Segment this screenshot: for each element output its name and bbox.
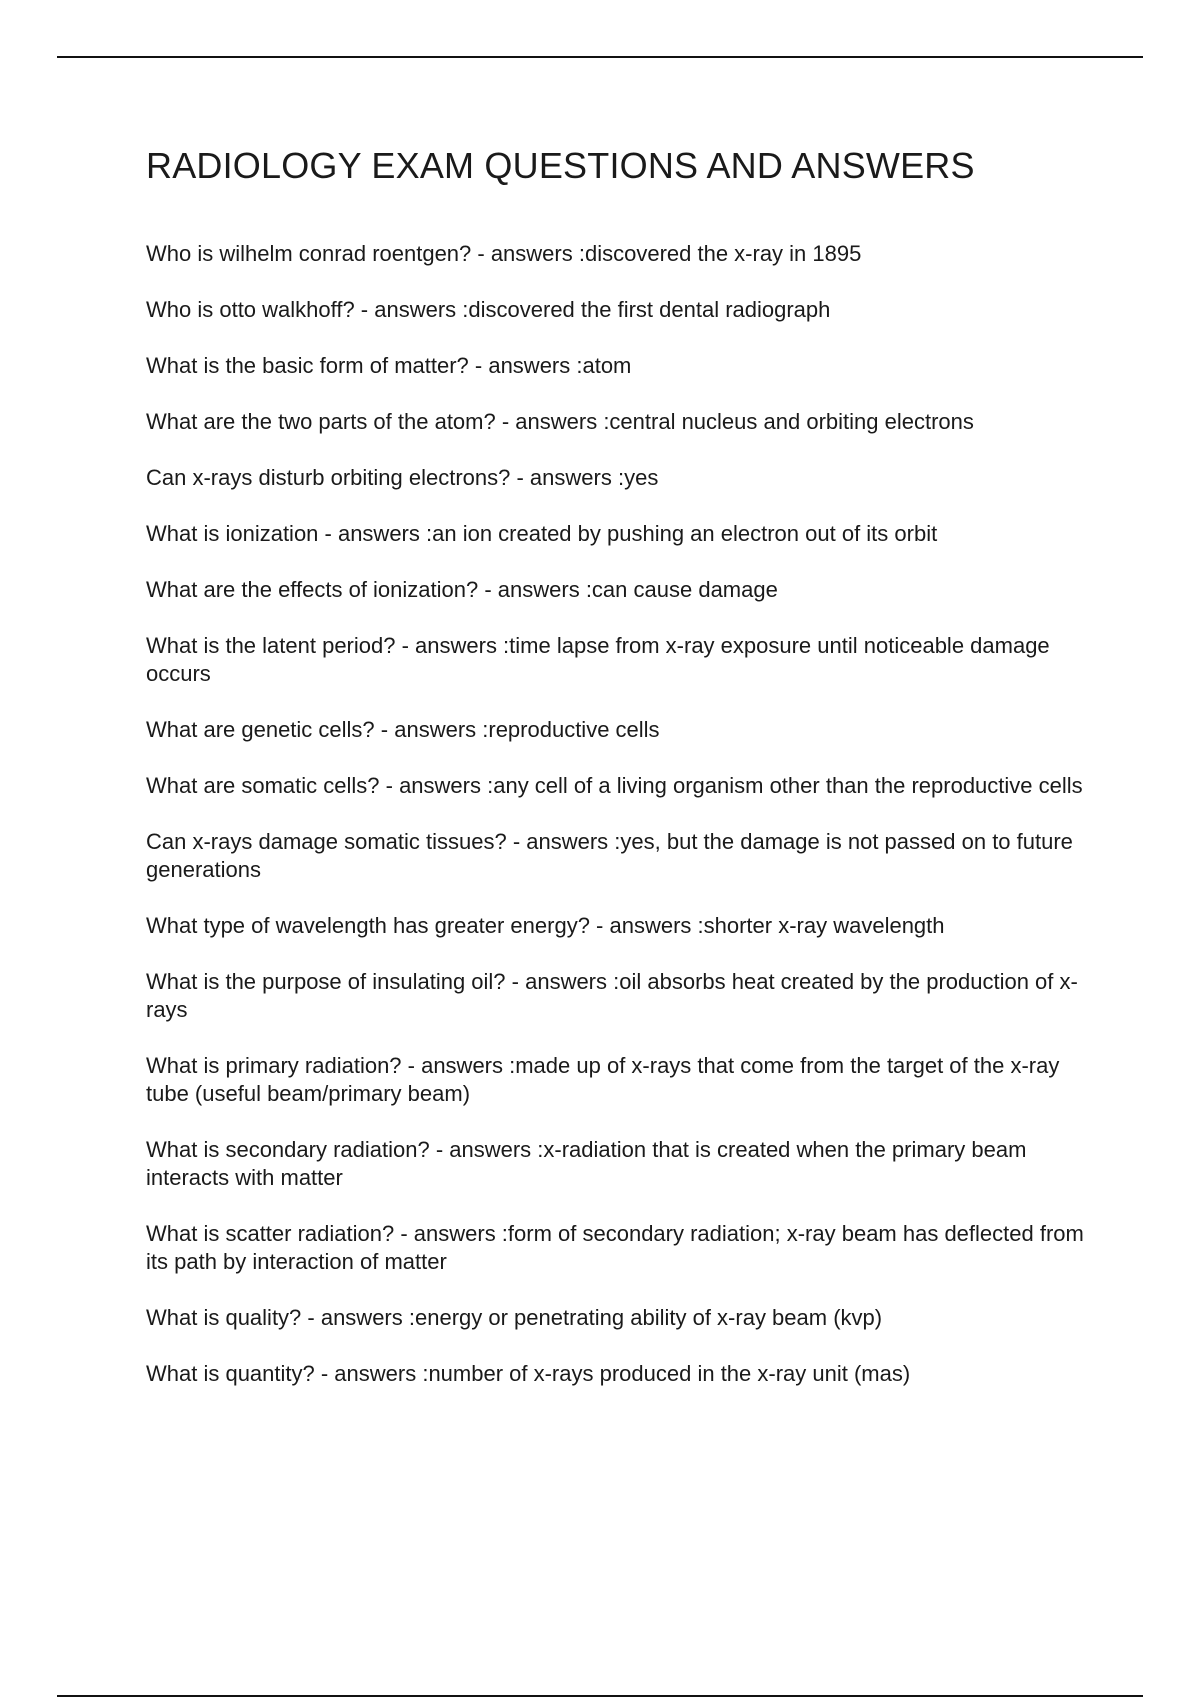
qa-item: What is quantity? - answers :number of x-rays produced in the x-ray unit (mas) (146, 1361, 911, 1386)
qa-item: What type of wavelength has greater energy? - answers :shorter x-ray wavelength (146, 913, 945, 938)
qa-item: What are the effects of ionization? - answers :can cause damage (146, 577, 778, 602)
qa-item: Who is wilhelm conrad roentgen? - answers :discovered the x-ray in 1895 (146, 241, 862, 266)
qa-list (146, 240, 1086, 1388)
qa-item: Who is otto walkhoff? - answers :discovered the first dental radiograph (146, 297, 831, 322)
qa-item: What is the latent period? - answers :time lapse from x-ray exposure until noticeable damage occurs (146, 633, 1050, 686)
qa-item: What is quality? - answers :energy or penetrating ability of x-ray beam (kvp) (146, 1305, 883, 1330)
top-rule (57, 56, 1143, 58)
qa-item: What are somatic cells? - answers :any cell of a living organism other than the reproductive cells (146, 773, 1083, 798)
qa-item: What are genetic cells? - answers :reproductive cells (146, 717, 660, 742)
qa-item: Can x-rays disturb orbiting electrons? - answers :yes (146, 465, 659, 490)
qa-item: Can x-rays damage somatic tissues? - answers :yes, but the damage is not passed on to future generations (146, 829, 1073, 882)
document-body (146, 140, 1086, 1416)
qa-item: What is ionization - answers :an ion created by pushing an electron out of its orbit (146, 521, 938, 546)
qa-item: What is the basic form of matter? - answers :atom (146, 353, 632, 378)
qa-item: What is primary radiation? - answers :made up of x-rays that come from the target of the x-ray tube (useful beam/primary beam) (146, 1053, 1060, 1106)
qa-item: What is scatter radiation? - answers :form of secondary radiation; x-ray beam has deflected from its path by interaction of matter (146, 1221, 1084, 1274)
qa-item: What are the two parts of the atom? - answers :central nucleus and orbiting electrons (146, 409, 974, 434)
page-title: RADIOLOGY EXAM QUESTIONS AND ANSWERS (146, 145, 975, 186)
qa-item: What is secondary radiation? - answers :x-radiation that is created when the primary beam interacts with matter (146, 1137, 1027, 1190)
qa-item: What is the purpose of insulating oil? - answers :oil absorbs heat created by the production of x-rays (146, 969, 1078, 1022)
bottom-rule (57, 1695, 1143, 1697)
